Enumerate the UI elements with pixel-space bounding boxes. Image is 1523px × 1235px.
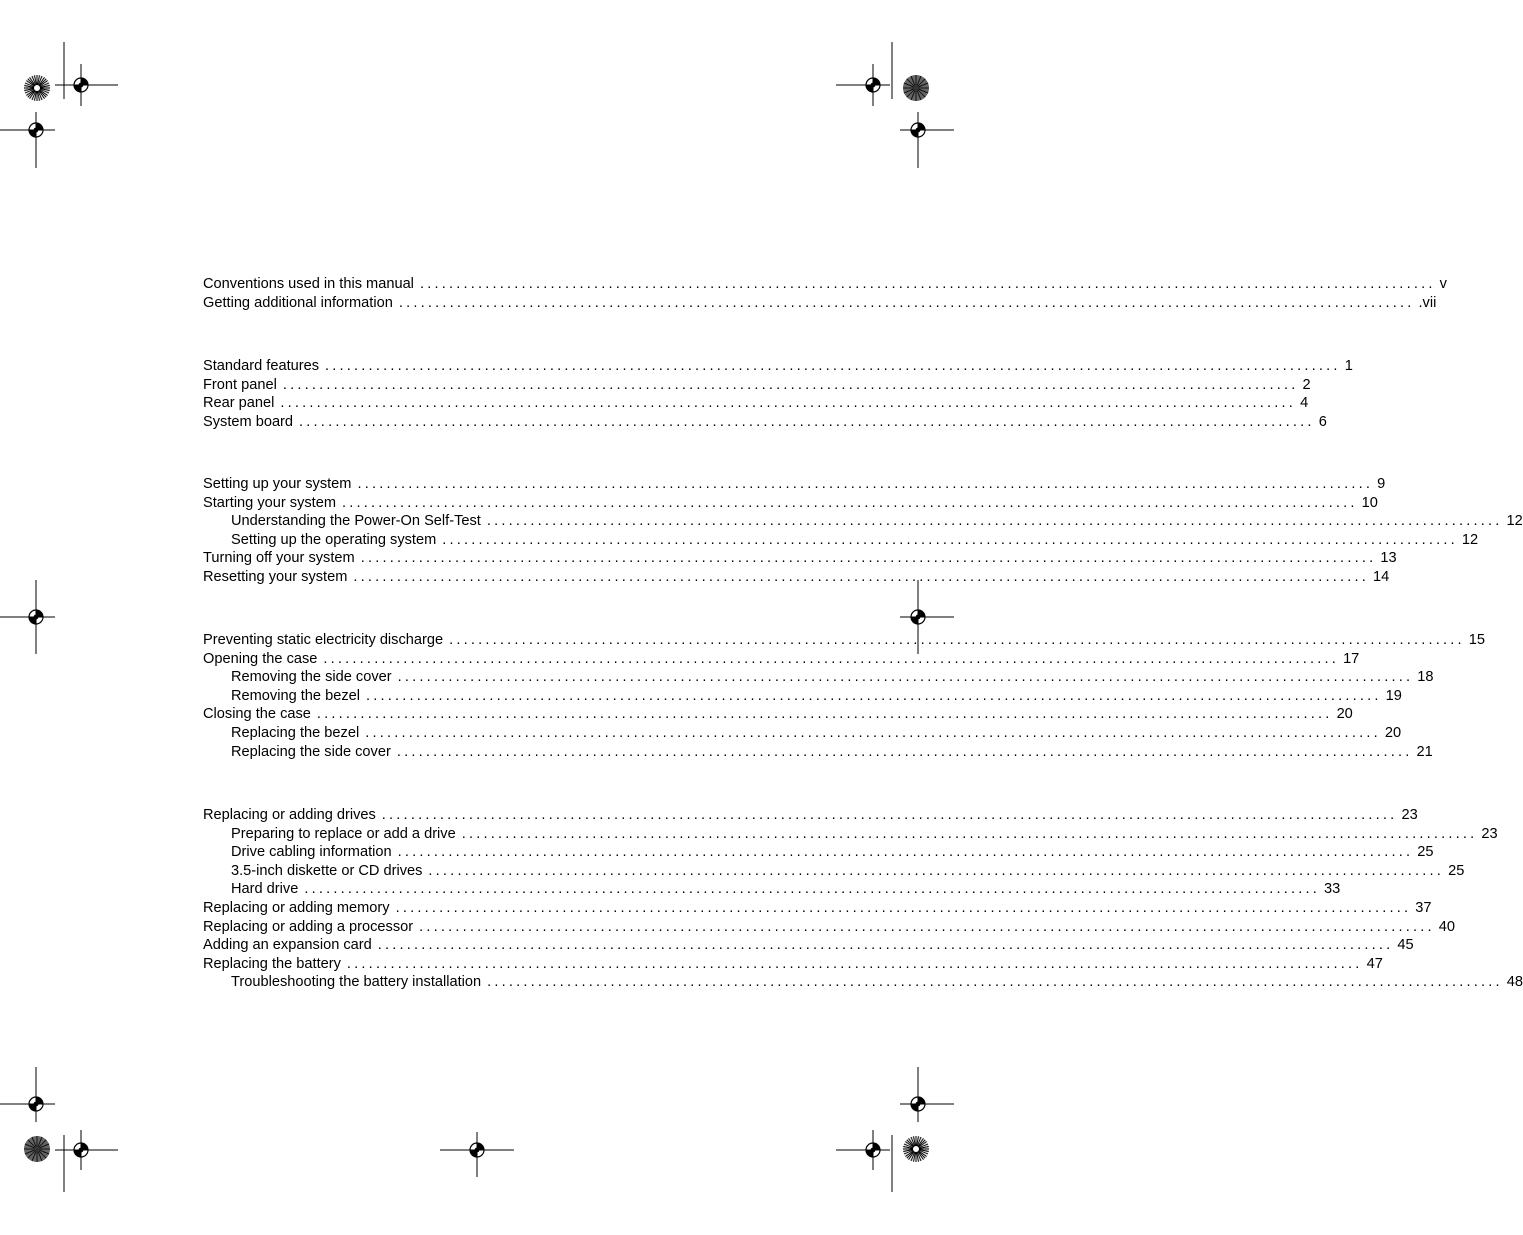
dot-leader: ............................................................................................................................................ [395,899,1412,916]
toc-entry-title: Replacing the side cover [231,743,391,760]
toc-entry-page-number: 40 [1438,918,1456,935]
toc-entry-title: Replacing the battery [203,955,341,972]
toc-entry-page-number: v [1439,276,1447,292]
toc-entry-title: Rear panel [203,395,275,412]
toc-entry-page-number: 15 [1468,632,1485,648]
dot-leader: ............................................................................................................................................ [449,632,1465,648]
toc-entry-page-number: 12 [1506,513,1523,530]
dot-leader: ............................................................................................................................................ [419,918,1435,935]
toc-entry-title: Replacing or adding drives [203,807,376,823]
dot-leader: ............................................................................................................................................ [419,276,1436,292]
toc-entry[interactable] [203,918,1456,937]
dot-leader: ............................................................................................................................................ [316,706,1333,723]
toc-entry-page-number: 20 [1384,724,1402,741]
toc-entry-page-number: 19 [1385,687,1402,704]
toc-entry-page-number: 4 [1300,395,1309,412]
dot-leader: ............................................................................................................................................ [280,395,1297,412]
toc-entry[interactable] [203,475,1386,494]
toc-entry-title: Drive cabling information [231,844,392,861]
toc-entry[interactable] [203,650,1360,669]
toc-entry[interactable] [203,294,1437,313]
toc-entry[interactable] [203,494,1378,513]
toc-entry-title: Setting up your system [203,476,352,492]
toc-entry-title: Understanding the Power-On Self-Test [231,513,481,530]
dot-leader: ............................................................................................................................................ [346,955,1363,972]
toc-entry-title: Adding an expansion card [203,937,372,954]
toc-entry-page-number: 45 [1397,937,1414,954]
toc-entry-title: Troubleshooting the battery installation [231,974,482,991]
toc-section-2 [203,357,1353,431]
toc-entry-title: Starting your system [203,494,337,511]
dot-leader: ............................................................................................................................................ [360,550,1377,567]
toc-entry[interactable] [203,376,1311,395]
toc-entry-page-number: .vii [1418,294,1437,311]
dot-leader: ............................................................................................................................................ [325,358,1341,374]
toc-entry-page-number: 2 [1302,376,1311,393]
dot-leader: ............................................................................................................................................ [397,844,1414,861]
dot-leader: ............................................................................................................................................ [366,687,1382,704]
toc-entry-title: Setting up the operating system [231,531,437,548]
toc-entry-page-number: 18 [1417,669,1434,686]
toc-entry[interactable] [203,668,1434,687]
toc-entry-page-number: 23 [1481,825,1498,842]
toc-entry-title: Opening the case [203,650,318,667]
toc-entry-page-number: 14 [1373,568,1390,585]
toc-entry[interactable] [203,743,1433,762]
toc-entry-title: Replacing or adding memory [203,899,390,916]
dot-leader: ............................................................................................................................................ [442,531,1458,548]
toc-entry-title: Closing the case [203,706,311,723]
toc-entry[interactable] [203,862,1465,881]
toc-section-5 [203,806,1523,992]
dot-leader: ............................................................................................................................................ [323,650,1340,667]
toc-entry[interactable] [203,899,1432,918]
toc-section-4 [203,631,1485,761]
toc-entry-title: Front panel [203,376,277,393]
toc-entry-page-number: 48 [1506,974,1523,991]
toc-entry-title: Standard features [203,358,320,374]
toc-entry-page-number: 25 [1448,862,1465,879]
toc-entry[interactable] [203,549,1397,568]
toc-entry[interactable] [203,394,1309,413]
toc-entry-page-number: 12 [1461,531,1479,548]
toc-entry-page-number: 47 [1366,955,1383,972]
toc-entry-title: Turning off your system [203,550,355,567]
toc-entry[interactable] [203,806,1418,825]
toc-entry-title: Replacing or adding a processor [203,918,414,935]
toc-entry[interactable] [203,413,1327,432]
toc-entry-title: Resetting your system [203,568,348,585]
toc-entry-title: Removing the side cover [231,669,392,686]
dot-leader: ............................................................................................................................................ [299,413,1315,430]
dot-leader: ............................................................................................................................................ [487,974,1503,991]
toc-entry-title: Preparing to replace or add a drive [231,825,456,842]
dot-leader: ............................................................................................................................................ [381,807,1398,823]
toc-entry-title: Conventions used in this manual [203,276,414,292]
toc-entry-title: Getting additional information [203,294,393,311]
toc-entry-title: Hard drive [231,881,299,898]
toc-section-1 [203,275,1447,312]
dot-leader: ............................................................................................................................................ [353,568,1370,585]
dot-leader: ............................................................................................................................................ [357,476,1374,492]
dot-leader: ............................................................................................................................................ [398,294,1415,311]
dot-leader: ............................................................................................................................................ [486,513,1503,530]
toc-entry[interactable] [203,531,1479,550]
toc-entry[interactable] [203,825,1498,844]
toc-entry-page-number: 17 [1343,650,1360,667]
toc-entry[interactable] [203,568,1390,587]
toc-entry-page-number: 25 [1417,844,1434,861]
dot-leader: ............................................................................................................................................ [428,862,1445,879]
toc-entry-page-number: 21 [1416,743,1433,760]
dot-leader: ............................................................................................................................................ [461,825,1478,842]
toc-entry-page-number: 23 [1401,807,1418,823]
toc-entry-title: Replacing the bezel [231,724,360,741]
toc-entry[interactable] [203,843,1434,862]
toc-entry[interactable] [203,631,1485,650]
toc-entry-page-number: 1 [1344,358,1353,374]
dot-leader: ............................................................................................................................................ [342,494,1358,511]
toc-entry-title: Removing the bezel [231,687,360,704]
toc-entry-title: 3.5-inch diskette or CD drives [231,862,423,879]
dot-leader: ............................................................................................................................................ [396,743,1413,760]
toc-entry-page-number: 20 [1336,706,1353,723]
toc-section-3 [203,475,1523,587]
dot-leader: ............................................................................................................................................ [397,669,1414,686]
dot-leader: ............................................................................................................................................ [365,724,1381,741]
dot-leader: ............................................................................................................................................ [377,937,1394,954]
toc-entry-page-number: 37 [1415,899,1432,916]
toc-entry[interactable] [203,936,1414,955]
toc-entry[interactable] [203,357,1353,376]
toc-entry-title: Preventing static electricity discharge [203,632,444,648]
toc-entry[interactable] [203,973,1523,992]
toc-entry[interactable] [203,687,1402,706]
toc-entry[interactable] [203,880,1341,899]
toc-entry[interactable] [203,724,1402,743]
toc-entry[interactable] [203,512,1523,531]
toc-entry[interactable] [203,955,1383,974]
toc-entry[interactable] [203,705,1353,724]
toc-entry-title: System board [203,413,294,430]
dot-leader: ............................................................................................................................................ [304,881,1320,898]
toc-entry[interactable] [203,275,1447,294]
toc-entry-page-number: 33 [1323,881,1341,898]
toc-entry-page-number: 6 [1318,413,1327,430]
toc-entry-page-number: 10 [1361,494,1378,511]
toc-entry-page-number: 13 [1380,550,1397,567]
dot-leader: ............................................................................................................................................ [282,376,1299,393]
toc-entry-page-number: 9 [1377,476,1386,492]
